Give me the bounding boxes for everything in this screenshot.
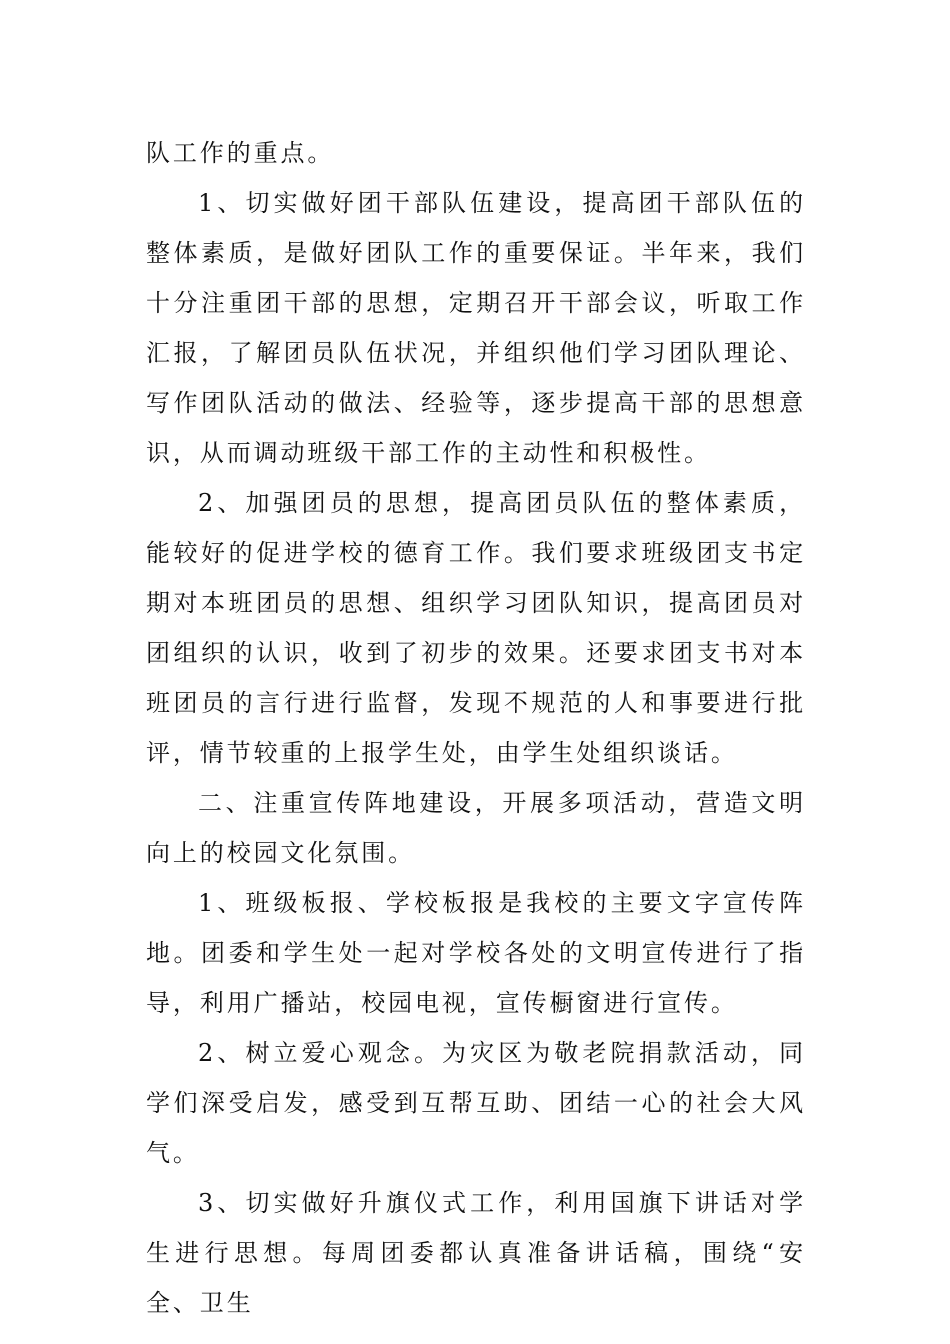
paragraph-member-thought: 2、加强团员的思想，提高团员队伍的整体素质，能较好的促进学校的德育工作。我们要求班级团支书定期对本班团员的思想、组织学习团队知识，提高团员对团组织的认识，收到了初步的效果。还要求团支书对本班团员的言行进行监督，发现不规范的人和事要进行批评，情节较重的上报学生处，由学生处组织谈话。 xyxy=(146,489,806,767)
paragraph-section-two-heading: 二、注重宣传阵地建设，开展多项活动，营造文明向上的校园文化氛围。 xyxy=(146,789,806,867)
paragraph-flag-ceremony: 3、切实做好升旗仪式工作，利用国旗下讲话对学生进行思想。每周团委都认真准备讲话稿，围绕“安全、卫生 xyxy=(146,1189,806,1317)
paragraph-charity: 2、树立爱心观念。为灾区为敬老院捐款活动，同学们深受启发，感受到互帮互助、团结一心的社会大风气。 xyxy=(146,1039,806,1167)
paragraph-blackboard: 1、班级板报、学校板报是我校的主要文字宣传阵地。团委和学生处一起对学校各处的文明宣传进行了指导，利用广播站，校园电视，宣传橱窗进行宣传。 xyxy=(146,889,806,1017)
paragraph-cadre-building: 1、切实做好团干部队伍建设，提高团干部队伍的整体素质，是做好团队工作的重要保证。半年来，我们十分注重团干部的思想，定期召开干部会议，听取工作汇报，了解团员队伍状况，并组织他们学习团队理论、写作团队活动的做法、经验等，逐步提高干部的思想意识，从而调动班级干部工作的主动性和积极性。 xyxy=(146,189,806,467)
document-body xyxy=(146,128,806,1328)
paragraph-continuation: 队工作的重点。 xyxy=(146,139,335,167)
